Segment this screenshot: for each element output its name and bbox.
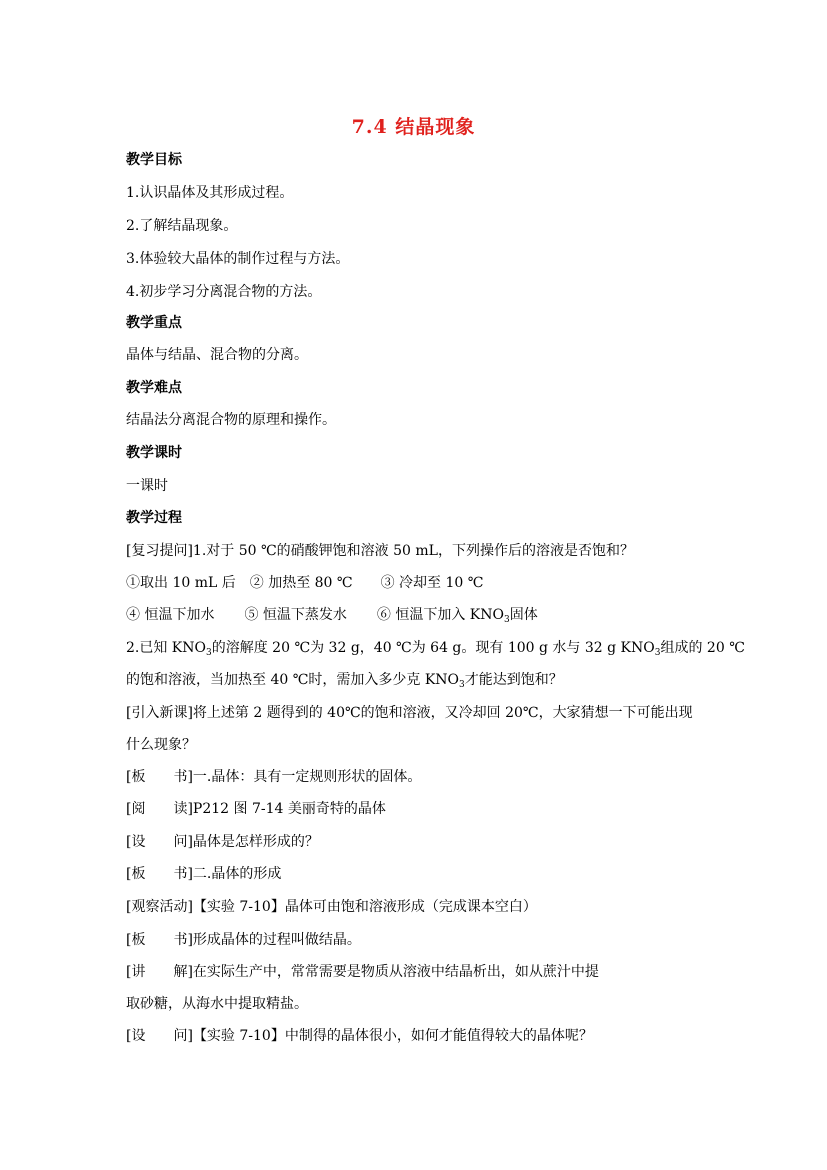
objective-item: 4.初步学习分离混合物的方法。 [126, 284, 322, 300]
q2-text: 2.已知 KNO [126, 640, 206, 656]
intro-line-1: [引入新课]将上述第 2 题得到的 40℃的饱和溶液，又冷却回 20℃，大家猜想一下可能出现 [126, 705, 693, 721]
difficulty-heading: 教学难点 [126, 380, 182, 396]
q2-text: 的饱和溶液，当加热至 40 ℃时，需加入多少克 KNO [126, 672, 460, 688]
operations-row-1 [126, 573, 483, 593]
board-note-1: [板 书]一.晶体：具有一定规则形状的固体。 [126, 769, 422, 785]
question-note-2: [设 问]【实验 7-10】中制得的晶体很小，如何才能值得较大的晶体呢？ [126, 1028, 593, 1044]
objective-item: 3.体验较大晶体的制作过程与方法。 [126, 251, 350, 267]
question-2-line-2 [126, 670, 563, 695]
q2-text: 的溶解度 20 ℃为 32 g，40 ℃为 64 g。现有 100 g 水与 32 g KNO [211, 640, 655, 656]
operation-item: ⑥ 恒温下加入 KNO [376, 607, 504, 623]
question-note-1: [设 问]晶体是怎样形成的？ [126, 834, 319, 850]
operation-item: ①取出 10 mL 后 [126, 575, 236, 591]
objectives-heading: 教学目标 [126, 152, 182, 168]
review-question-1: [复习提问]1.对于 50 ℃的硝酸钾饱和溶液 50 mL，下列操作后的溶液是否饱和？ [126, 543, 634, 559]
process-heading: 教学过程 [126, 510, 182, 526]
observation-note: [观察活动]【实验 7-10】晶体可由饱和溶液形成（完成课本空白） [126, 899, 537, 915]
hours-text: 一课时 [126, 478, 168, 494]
q2-text: 组成的 20 ℃ [660, 640, 745, 656]
question-2-line-1 [126, 638, 745, 663]
board-note-3: [板 书]形成晶体的过程叫做结晶。 [126, 932, 361, 948]
q2-text: 才能达到饱和？ [464, 672, 563, 688]
operation-item: ② 加热至 80 ℃ [249, 575, 353, 591]
reading-note: [阅 读]P212 图 7-14 美丽奇特的晶体 [126, 801, 386, 817]
objective-item: 2.了解结晶现象。 [126, 218, 238, 234]
objective-item: 1.认识晶体及其形成过程。 [126, 185, 294, 201]
hours-heading: 教学课时 [126, 445, 182, 461]
page-title: 7.4 结晶现象 [351, 116, 476, 138]
operation-item: ⑤ 恒温下蒸发水 [244, 607, 347, 623]
operations-row-2 [126, 605, 538, 630]
operation-item: ③ 冷却至 10 ℃ [380, 575, 484, 591]
intro-line-2: 什么现象？ [126, 737, 196, 753]
difficulty-text: 结晶法分离混合物的原理和操作。 [126, 412, 336, 428]
key-heading: 教学重点 [126, 315, 182, 331]
explain-line-2: 取砂糖，从海水中提取精盐。 [126, 996, 308, 1012]
subscript: 3 [459, 680, 465, 690]
subscript: 3 [206, 648, 212, 658]
explain-line-1: [讲 解]在实际生产中，常常需要是物质从溶液中结晶析出，如从蔗汁中提 [126, 964, 599, 980]
board-note-2: [板 书]二.晶体的形成 [126, 866, 282, 882]
subscript: 3 [504, 615, 510, 625]
operation-item: ④ 恒温下加水 [126, 607, 215, 623]
key-text: 晶体与结晶、混合物的分离。 [126, 347, 308, 363]
subscript: 3 [654, 648, 661, 658]
operation-item-tail: 固体 [509, 607, 538, 623]
